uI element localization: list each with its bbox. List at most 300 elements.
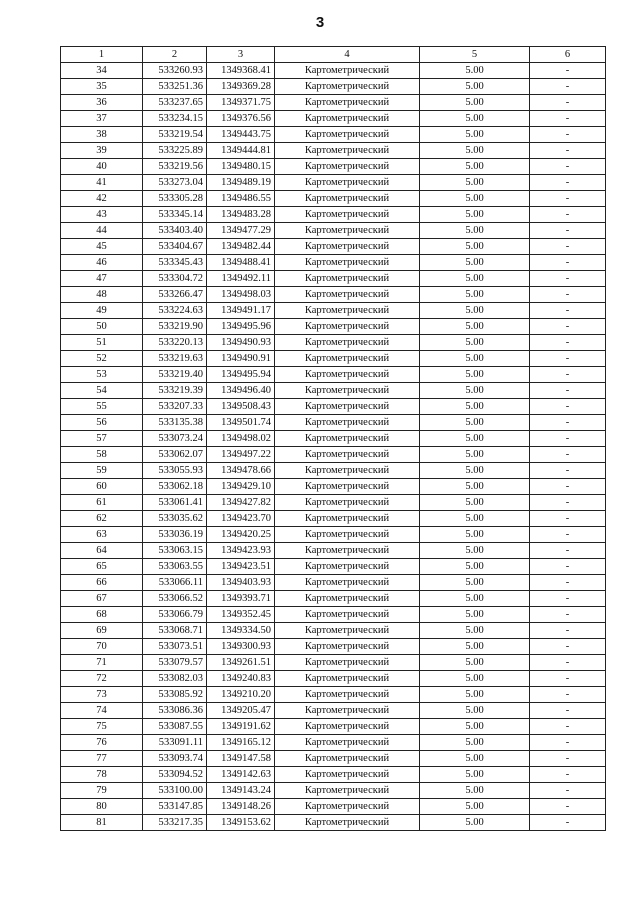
table-row xyxy=(61,543,606,559)
method-cell: Картометрический xyxy=(275,559,420,575)
method-cell: Картометрический xyxy=(275,431,420,447)
method-cell: Картометрический xyxy=(275,207,420,223)
x-coordinate-cell: 533066.79 xyxy=(143,607,207,623)
y-coordinate-cell: 1349210.20 xyxy=(207,687,275,703)
accuracy-cell: 5.00 xyxy=(420,95,530,111)
table-row xyxy=(61,367,606,383)
column-header: 5 xyxy=(420,47,530,63)
x-coordinate-cell: 533251.36 xyxy=(143,79,207,95)
point-number-cell: 64 xyxy=(61,543,143,559)
accuracy-cell: 5.00 xyxy=(420,399,530,415)
x-coordinate-cell: 533086.36 xyxy=(143,703,207,719)
description-cell: - xyxy=(530,479,606,495)
point-number-cell: 51 xyxy=(61,335,143,351)
table-row xyxy=(61,287,606,303)
y-coordinate-cell: 1349497.22 xyxy=(207,447,275,463)
x-coordinate-cell: 533404.67 xyxy=(143,239,207,255)
table-row xyxy=(61,111,606,127)
x-coordinate-cell: 533066.11 xyxy=(143,575,207,591)
method-cell: Картометрический xyxy=(275,111,420,127)
x-coordinate-cell: 533035.62 xyxy=(143,511,207,527)
method-cell: Картометрический xyxy=(275,495,420,511)
table-row xyxy=(61,95,606,111)
y-coordinate-cell: 1349300.93 xyxy=(207,639,275,655)
table-row xyxy=(61,191,606,207)
accuracy-cell: 5.00 xyxy=(420,303,530,319)
table-row xyxy=(61,319,606,335)
description-cell: - xyxy=(530,367,606,383)
y-coordinate-cell: 1349486.55 xyxy=(207,191,275,207)
point-number-cell: 45 xyxy=(61,239,143,255)
column-header: 1 xyxy=(61,47,143,63)
accuracy-cell: 5.00 xyxy=(420,351,530,367)
accuracy-cell: 5.00 xyxy=(420,735,530,751)
method-cell: Картометрический xyxy=(275,543,420,559)
table-row xyxy=(61,639,606,655)
y-coordinate-cell: 1349423.93 xyxy=(207,543,275,559)
accuracy-cell: 5.00 xyxy=(420,671,530,687)
y-coordinate-cell: 1349423.70 xyxy=(207,511,275,527)
page-number: 3 xyxy=(315,14,325,31)
description-cell: - xyxy=(530,543,606,559)
x-coordinate-cell: 533079.57 xyxy=(143,655,207,671)
method-cell: Картометрический xyxy=(275,159,420,175)
description-cell: - xyxy=(530,783,606,799)
description-cell: - xyxy=(530,111,606,127)
table-row xyxy=(61,335,606,351)
table-row xyxy=(61,719,606,735)
y-coordinate-cell: 1349143.24 xyxy=(207,783,275,799)
method-cell: Картометрический xyxy=(275,287,420,303)
method-cell: Картометрический xyxy=(275,79,420,95)
x-coordinate-cell: 533087.55 xyxy=(143,719,207,735)
point-number-cell: 46 xyxy=(61,255,143,271)
description-cell: - xyxy=(530,623,606,639)
point-number-cell: 50 xyxy=(61,319,143,335)
method-cell: Картометрический xyxy=(275,687,420,703)
description-cell: - xyxy=(530,431,606,447)
y-coordinate-cell: 1349443.75 xyxy=(207,127,275,143)
x-coordinate-cell: 533094.52 xyxy=(143,767,207,783)
description-cell: - xyxy=(530,239,606,255)
x-coordinate-cell: 533063.55 xyxy=(143,559,207,575)
accuracy-cell: 5.00 xyxy=(420,655,530,671)
method-cell: Картометрический xyxy=(275,319,420,335)
x-coordinate-cell: 533273.04 xyxy=(143,175,207,191)
method-cell: Картометрический xyxy=(275,735,420,751)
description-cell: - xyxy=(530,271,606,287)
description-cell: - xyxy=(530,671,606,687)
description-cell: - xyxy=(530,223,606,239)
y-coordinate-cell: 1349490.91 xyxy=(207,351,275,367)
method-cell: Картометрический xyxy=(275,623,420,639)
accuracy-cell: 5.00 xyxy=(420,575,530,591)
point-number-cell: 34 xyxy=(61,63,143,79)
y-coordinate-cell: 1349142.63 xyxy=(207,767,275,783)
description-cell: - xyxy=(530,655,606,671)
table-row xyxy=(61,271,606,287)
accuracy-cell: 5.00 xyxy=(420,431,530,447)
y-coordinate-cell: 1349496.40 xyxy=(207,383,275,399)
x-coordinate-cell: 533207.33 xyxy=(143,399,207,415)
column-header: 4 xyxy=(275,47,420,63)
method-cell: Картометрический xyxy=(275,751,420,767)
accuracy-cell: 5.00 xyxy=(420,319,530,335)
x-coordinate-cell: 533036.19 xyxy=(143,527,207,543)
x-coordinate-cell: 533066.52 xyxy=(143,591,207,607)
accuracy-cell: 5.00 xyxy=(420,383,530,399)
accuracy-cell: 5.00 xyxy=(420,751,530,767)
point-number-cell: 71 xyxy=(61,655,143,671)
y-coordinate-cell: 1349147.58 xyxy=(207,751,275,767)
accuracy-cell: 5.00 xyxy=(420,175,530,191)
x-coordinate-cell: 533062.07 xyxy=(143,447,207,463)
x-coordinate-cell: 533061.41 xyxy=(143,495,207,511)
y-coordinate-cell: 1349491.17 xyxy=(207,303,275,319)
y-coordinate-cell: 1349368.41 xyxy=(207,63,275,79)
x-coordinate-cell: 533073.24 xyxy=(143,431,207,447)
table-row xyxy=(61,79,606,95)
y-coordinate-cell: 1349444.81 xyxy=(207,143,275,159)
description-cell: - xyxy=(530,143,606,159)
x-coordinate-cell: 533219.63 xyxy=(143,351,207,367)
x-coordinate-cell: 533225.89 xyxy=(143,143,207,159)
x-coordinate-cell: 533082.03 xyxy=(143,671,207,687)
description-cell: - xyxy=(530,687,606,703)
point-number-cell: 59 xyxy=(61,463,143,479)
point-number-cell: 58 xyxy=(61,447,143,463)
y-coordinate-cell: 1349205.47 xyxy=(207,703,275,719)
description-cell: - xyxy=(530,799,606,815)
y-coordinate-cell: 1349498.03 xyxy=(207,287,275,303)
x-coordinate-cell: 533345.43 xyxy=(143,255,207,271)
description-cell: - xyxy=(530,447,606,463)
accuracy-cell: 5.00 xyxy=(420,511,530,527)
table-body xyxy=(61,63,606,831)
description-cell: - xyxy=(530,127,606,143)
method-cell: Картометрический xyxy=(275,703,420,719)
x-coordinate-cell: 533219.54 xyxy=(143,127,207,143)
accuracy-cell: 5.00 xyxy=(420,767,530,783)
x-coordinate-cell: 533217.35 xyxy=(143,815,207,831)
point-number-cell: 36 xyxy=(61,95,143,111)
accuracy-cell: 5.00 xyxy=(420,159,530,175)
point-number-cell: 52 xyxy=(61,351,143,367)
coordinates-table xyxy=(60,46,606,831)
point-number-cell: 43 xyxy=(61,207,143,223)
accuracy-cell: 5.00 xyxy=(420,111,530,127)
method-cell: Картометрический xyxy=(275,223,420,239)
table-row xyxy=(61,479,606,495)
y-coordinate-cell: 1349501.74 xyxy=(207,415,275,431)
x-coordinate-cell: 533304.72 xyxy=(143,271,207,287)
table-row xyxy=(61,303,606,319)
y-coordinate-cell: 1349495.94 xyxy=(207,367,275,383)
y-coordinate-cell: 1349376.56 xyxy=(207,111,275,127)
description-cell: - xyxy=(530,463,606,479)
accuracy-cell: 5.00 xyxy=(420,527,530,543)
x-coordinate-cell: 533063.15 xyxy=(143,543,207,559)
table-row xyxy=(61,591,606,607)
x-coordinate-cell: 533147.85 xyxy=(143,799,207,815)
table-row xyxy=(61,815,606,831)
table-header-row xyxy=(61,47,606,63)
accuracy-cell: 5.00 xyxy=(420,255,530,271)
description-cell: - xyxy=(530,207,606,223)
point-number-cell: 72 xyxy=(61,671,143,687)
method-cell: Картометрический xyxy=(275,719,420,735)
point-number-cell: 60 xyxy=(61,479,143,495)
method-cell: Картометрический xyxy=(275,799,420,815)
table-row xyxy=(61,159,606,175)
description-cell: - xyxy=(530,591,606,607)
table-row xyxy=(61,255,606,271)
y-coordinate-cell: 1349477.29 xyxy=(207,223,275,239)
x-coordinate-cell: 533260.93 xyxy=(143,63,207,79)
description-cell: - xyxy=(530,639,606,655)
description-cell: - xyxy=(530,735,606,751)
method-cell: Картометрический xyxy=(275,367,420,383)
description-cell: - xyxy=(530,175,606,191)
description-cell: - xyxy=(530,255,606,271)
table-row xyxy=(61,607,606,623)
table-row xyxy=(61,463,606,479)
table-row xyxy=(61,511,606,527)
accuracy-cell: 5.00 xyxy=(420,367,530,383)
point-number-cell: 49 xyxy=(61,303,143,319)
accuracy-cell: 5.00 xyxy=(420,447,530,463)
y-coordinate-cell: 1349371.75 xyxy=(207,95,275,111)
table-row xyxy=(61,399,606,415)
accuracy-cell: 5.00 xyxy=(420,623,530,639)
point-number-cell: 44 xyxy=(61,223,143,239)
point-number-cell: 62 xyxy=(61,511,143,527)
x-coordinate-cell: 533135.38 xyxy=(143,415,207,431)
point-number-cell: 56 xyxy=(61,415,143,431)
description-cell: - xyxy=(530,63,606,79)
x-coordinate-cell: 533068.71 xyxy=(143,623,207,639)
accuracy-cell: 5.00 xyxy=(420,687,530,703)
point-number-cell: 42 xyxy=(61,191,143,207)
x-coordinate-cell: 533305.28 xyxy=(143,191,207,207)
table-row xyxy=(61,383,606,399)
y-coordinate-cell: 1349489.19 xyxy=(207,175,275,191)
point-number-cell: 75 xyxy=(61,719,143,735)
table-row xyxy=(61,447,606,463)
accuracy-cell: 5.00 xyxy=(420,719,530,735)
method-cell: Картометрический xyxy=(275,143,420,159)
point-number-cell: 74 xyxy=(61,703,143,719)
description-cell: - xyxy=(530,335,606,351)
table-row xyxy=(61,527,606,543)
point-number-cell: 78 xyxy=(61,767,143,783)
y-coordinate-cell: 1349403.93 xyxy=(207,575,275,591)
point-number-cell: 48 xyxy=(61,287,143,303)
method-cell: Картометрический xyxy=(275,271,420,287)
y-coordinate-cell: 1349369.28 xyxy=(207,79,275,95)
point-number-cell: 70 xyxy=(61,639,143,655)
point-number-cell: 63 xyxy=(61,527,143,543)
description-cell: - xyxy=(530,751,606,767)
point-number-cell: 61 xyxy=(61,495,143,511)
method-cell: Картометрический xyxy=(275,127,420,143)
table-row xyxy=(61,767,606,783)
table-row xyxy=(61,735,606,751)
method-cell: Картометрический xyxy=(275,463,420,479)
description-cell: - xyxy=(530,351,606,367)
description-cell: - xyxy=(530,159,606,175)
x-coordinate-cell: 533085.92 xyxy=(143,687,207,703)
method-cell: Картометрический xyxy=(275,607,420,623)
accuracy-cell: 5.00 xyxy=(420,815,530,831)
point-number-cell: 73 xyxy=(61,687,143,703)
accuracy-cell: 5.00 xyxy=(420,79,530,95)
point-number-cell: 68 xyxy=(61,607,143,623)
column-header: 3 xyxy=(207,47,275,63)
method-cell: Картометрический xyxy=(275,527,420,543)
y-coordinate-cell: 1349148.26 xyxy=(207,799,275,815)
y-coordinate-cell: 1349153.62 xyxy=(207,815,275,831)
x-coordinate-cell: 533219.56 xyxy=(143,159,207,175)
point-number-cell: 66 xyxy=(61,575,143,591)
y-coordinate-cell: 1349165.12 xyxy=(207,735,275,751)
point-number-cell: 69 xyxy=(61,623,143,639)
table-row xyxy=(61,143,606,159)
description-cell: - xyxy=(530,767,606,783)
y-coordinate-cell: 1349478.66 xyxy=(207,463,275,479)
table-row xyxy=(61,655,606,671)
description-cell: - xyxy=(530,527,606,543)
method-cell: Картометрический xyxy=(275,415,420,431)
table-row xyxy=(61,703,606,719)
point-number-cell: 80 xyxy=(61,799,143,815)
point-number-cell: 53 xyxy=(61,367,143,383)
y-coordinate-cell: 1349482.44 xyxy=(207,239,275,255)
method-cell: Картометрический xyxy=(275,591,420,607)
accuracy-cell: 5.00 xyxy=(420,63,530,79)
y-coordinate-cell: 1349427.82 xyxy=(207,495,275,511)
y-coordinate-cell: 1349492.11 xyxy=(207,271,275,287)
point-number-cell: 57 xyxy=(61,431,143,447)
table-row xyxy=(61,223,606,239)
method-cell: Картометрический xyxy=(275,399,420,415)
method-cell: Картометрический xyxy=(275,335,420,351)
table-row xyxy=(61,671,606,687)
method-cell: Картометрический xyxy=(275,783,420,799)
point-number-cell: 37 xyxy=(61,111,143,127)
x-coordinate-cell: 533220.13 xyxy=(143,335,207,351)
accuracy-cell: 5.00 xyxy=(420,639,530,655)
accuracy-cell: 5.00 xyxy=(420,143,530,159)
description-cell: - xyxy=(530,319,606,335)
accuracy-cell: 5.00 xyxy=(420,783,530,799)
table-row xyxy=(61,495,606,511)
method-cell: Картометрический xyxy=(275,479,420,495)
table-row xyxy=(61,783,606,799)
method-cell: Картометрический xyxy=(275,239,420,255)
x-coordinate-cell: 533100.00 xyxy=(143,783,207,799)
table-row xyxy=(61,575,606,591)
x-coordinate-cell: 533093.74 xyxy=(143,751,207,767)
description-cell: - xyxy=(530,383,606,399)
table-row xyxy=(61,687,606,703)
y-coordinate-cell: 1349488.41 xyxy=(207,255,275,271)
accuracy-cell: 5.00 xyxy=(420,207,530,223)
x-coordinate-cell: 533219.40 xyxy=(143,367,207,383)
table-row xyxy=(61,559,606,575)
point-number-cell: 65 xyxy=(61,559,143,575)
accuracy-cell: 5.00 xyxy=(420,191,530,207)
description-cell: - xyxy=(530,607,606,623)
method-cell: Картометрический xyxy=(275,351,420,367)
x-coordinate-cell: 533345.14 xyxy=(143,207,207,223)
y-coordinate-cell: 1349498.02 xyxy=(207,431,275,447)
method-cell: Картометрический xyxy=(275,655,420,671)
y-coordinate-cell: 1349508.43 xyxy=(207,399,275,415)
method-cell: Картометрический xyxy=(275,639,420,655)
point-number-cell: 67 xyxy=(61,591,143,607)
table-row xyxy=(61,63,606,79)
y-coordinate-cell: 1349480.15 xyxy=(207,159,275,175)
point-number-cell: 54 xyxy=(61,383,143,399)
method-cell: Картометрический xyxy=(275,175,420,191)
point-number-cell: 79 xyxy=(61,783,143,799)
description-cell: - xyxy=(530,287,606,303)
accuracy-cell: 5.00 xyxy=(420,463,530,479)
method-cell: Картометрический xyxy=(275,63,420,79)
accuracy-cell: 5.00 xyxy=(420,543,530,559)
y-coordinate-cell: 1349393.71 xyxy=(207,591,275,607)
x-coordinate-cell: 533237.65 xyxy=(143,95,207,111)
x-coordinate-cell: 533219.39 xyxy=(143,383,207,399)
method-cell: Картометрический xyxy=(275,303,420,319)
table-row xyxy=(61,623,606,639)
accuracy-cell: 5.00 xyxy=(420,799,530,815)
table-row xyxy=(61,207,606,223)
point-number-cell: 55 xyxy=(61,399,143,415)
y-coordinate-cell: 1349429.10 xyxy=(207,479,275,495)
method-cell: Картометрический xyxy=(275,383,420,399)
table-row xyxy=(61,415,606,431)
accuracy-cell: 5.00 xyxy=(420,559,530,575)
point-number-cell: 35 xyxy=(61,79,143,95)
point-number-cell: 38 xyxy=(61,127,143,143)
accuracy-cell: 5.00 xyxy=(420,479,530,495)
y-coordinate-cell: 1349420.25 xyxy=(207,527,275,543)
description-cell: - xyxy=(530,511,606,527)
y-coordinate-cell: 1349483.28 xyxy=(207,207,275,223)
column-header: 6 xyxy=(530,47,606,63)
x-coordinate-cell: 533234.15 xyxy=(143,111,207,127)
table-row xyxy=(61,351,606,367)
accuracy-cell: 5.00 xyxy=(420,239,530,255)
y-coordinate-cell: 1349352.45 xyxy=(207,607,275,623)
description-cell: - xyxy=(530,79,606,95)
method-cell: Картометрический xyxy=(275,575,420,591)
method-cell: Картометрический xyxy=(275,447,420,463)
y-coordinate-cell: 1349423.51 xyxy=(207,559,275,575)
table-row xyxy=(61,431,606,447)
table-row xyxy=(61,175,606,191)
accuracy-cell: 5.00 xyxy=(420,287,530,303)
x-coordinate-cell: 533055.93 xyxy=(143,463,207,479)
point-number-cell: 47 xyxy=(61,271,143,287)
description-cell: - xyxy=(530,495,606,511)
description-cell: - xyxy=(530,95,606,111)
method-cell: Картометрический xyxy=(275,255,420,271)
y-coordinate-cell: 1349240.83 xyxy=(207,671,275,687)
description-cell: - xyxy=(530,559,606,575)
